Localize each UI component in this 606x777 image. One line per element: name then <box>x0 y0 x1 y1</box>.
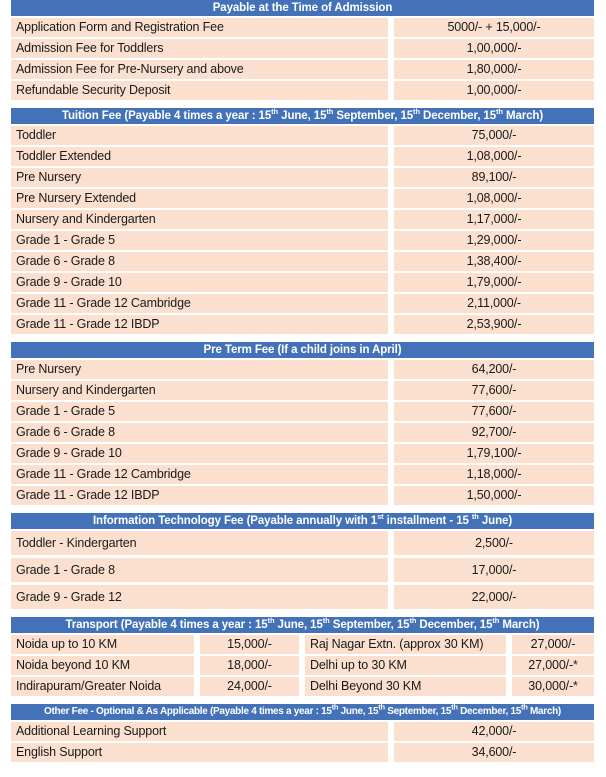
transport-fee-left: 18,000/- <box>200 656 299 675</box>
section-transport <box>11 617 594 696</box>
fee-tables <box>11 0 594 777</box>
section-tuition <box>11 108 594 334</box>
row-label: Refundable Security Deposit <box>11 81 388 100</box>
section-preterm <box>11 342 594 505</box>
row-label: Grade 11 - Grade 12 IBDP <box>11 486 388 505</box>
section-header-information-technology: Information Technology Fee (Payable annually with 1st installment - 15 $^{th}$ June) <box>11 513 594 529</box>
row-label: Additional Learning Support <box>11 722 388 741</box>
transport-zone-left: Noida up to 10 KM <box>11 635 194 654</box>
section-admission <box>11 0 594 100</box>
row-label: Grade 9 - Grade 10 <box>11 273 388 292</box>
table-row <box>11 656 594 675</box>
row-label: Grade 9 - Grade 10 <box>11 444 388 463</box>
transport-fee-left: 24,000/- <box>200 677 299 696</box>
row-label: Admission Fee for Pre-Nursery and above <box>11 60 388 79</box>
row-value: 77,600/- <box>394 381 594 400</box>
row-label: Grade 6 - Grade 8 <box>11 252 388 271</box>
transport-zone-left: Noida beyond 10 KM <box>11 656 194 675</box>
table-row <box>11 743 594 762</box>
row-label: Grade 6 - Grade 8 <box>11 423 388 442</box>
section-other-fee <box>11 704 594 762</box>
row-label: Toddler <box>11 126 388 145</box>
table-row <box>11 585 594 609</box>
table-row <box>11 273 594 292</box>
table-row <box>11 402 594 421</box>
row-label: Pre Nursery <box>11 168 388 187</box>
table-row <box>11 147 594 166</box>
section-header-transport: Transport (Payable 4 times a year : 15th June, 15th September, 15th December, 15th March) <box>11 617 594 633</box>
section-header-admission: Payable at the Time of Admission <box>11 0 594 16</box>
table-row <box>11 558 594 582</box>
transport-zone-right: Raj Nagar Extn. (approx 30 KM) <box>305 635 506 654</box>
row-value: 1,08,000/- <box>394 189 594 208</box>
row-value: 22,000/- <box>394 585 594 609</box>
row-value: 1,79,100/- <box>394 444 594 463</box>
section-rows-tuition <box>11 126 594 334</box>
table-row <box>11 60 594 79</box>
section-header-other-fee: Other Fee - Optional & As Applicable (Payable 4 times a year : 15th June, 15th September, 15th December, 15th March) <box>11 704 594 720</box>
table-row <box>11 635 594 654</box>
transport-zone-left: Indirapuram/Greater Noida <box>11 677 194 696</box>
row-label: Nursery and Kindergarten <box>11 381 388 400</box>
table-row <box>11 465 594 484</box>
transport-fee-right: 27,000/- <box>512 635 594 654</box>
row-label: English Support <box>11 743 388 762</box>
transport-fee-right: 27,000/-* <box>512 656 594 675</box>
row-value: 1,29,000/- <box>394 231 594 250</box>
table-row <box>11 423 594 442</box>
row-label: Pre Nursery <box>11 360 388 379</box>
row-value: 92,700/- <box>394 423 594 442</box>
row-value: 5000/- + 15,000/- <box>394 18 594 37</box>
section-rows-transport <box>11 635 594 696</box>
row-label: Admission Fee for Toddlers <box>11 39 388 58</box>
row-value: 75,000/- <box>394 126 594 145</box>
section-rows-admission <box>11 18 594 100</box>
row-value: 1,50,000/- <box>394 486 594 505</box>
section-rows-information-technology <box>11 531 594 609</box>
table-row <box>11 531 594 555</box>
row-value: 2,500/- <box>394 531 594 555</box>
row-value: 77,600/- <box>394 402 594 421</box>
transport-zone-right: Delhi Beyond 30 KM <box>305 677 506 696</box>
row-label: Toddler - Kindergarten <box>11 531 388 555</box>
row-value: 17,000/- <box>394 558 594 582</box>
section-header-tuition: Tuition Fee (Payable 4 times a year : 15th June, 15th September, 15th December, 15th March) <box>11 108 594 124</box>
table-row <box>11 315 594 334</box>
table-row <box>11 486 594 505</box>
row-value: 2,11,000/- <box>394 294 594 313</box>
row-label: Grade 9 - Grade 12 <box>11 585 388 609</box>
row-value: 1,17,000/- <box>394 210 594 229</box>
row-label: Application Form and Registration Fee <box>11 18 388 37</box>
section-rows-other-fee <box>11 722 594 762</box>
row-value: 1,38,400/- <box>394 252 594 271</box>
table-row <box>11 39 594 58</box>
section-header-preterm: Pre Term Fee (If a child joins in April) <box>11 342 594 358</box>
table-row <box>11 126 594 145</box>
row-value: 1,00,000/- <box>394 81 594 100</box>
table-row <box>11 168 594 187</box>
row-value: 1,18,000/- <box>394 465 594 484</box>
row-value: 42,000/- <box>394 722 594 741</box>
row-label: Toddler Extended <box>11 147 388 166</box>
table-row <box>11 81 594 100</box>
table-row <box>11 189 594 208</box>
row-value: 34,600/- <box>394 743 594 762</box>
section-rows-preterm <box>11 360 594 505</box>
transport-zone-right: Delhi up to 30 KM <box>305 656 506 675</box>
row-label: Pre Nursery Extended <box>11 189 388 208</box>
row-value: 1,08,000/- <box>394 147 594 166</box>
table-row <box>11 210 594 229</box>
table-row <box>11 444 594 463</box>
table-row <box>11 231 594 250</box>
table-row <box>11 294 594 313</box>
section-information-technology <box>11 513 594 609</box>
row-label: Grade 1 - Grade 5 <box>11 402 388 421</box>
table-row <box>11 381 594 400</box>
transport-fee-left: 15,000/- <box>200 635 299 654</box>
row-value: 2,53,900/- <box>394 315 594 334</box>
row-label: Grade 11 - Grade 12 Cambridge <box>11 294 388 313</box>
row-label: Grade 11 - Grade 12 IBDP <box>11 315 388 334</box>
row-value: 1,00,000/- <box>394 39 594 58</box>
row-label: Nursery and Kindergarten <box>11 210 388 229</box>
row-label: Grade 1 - Grade 8 <box>11 558 388 582</box>
row-value: 1,79,000/- <box>394 273 594 292</box>
transport-fee-right: 30,000/-* <box>512 677 594 696</box>
row-label: Grade 1 - Grade 5 <box>11 231 388 250</box>
table-row <box>11 252 594 271</box>
row-value: 1,80,000/- <box>394 60 594 79</box>
table-row <box>11 722 594 741</box>
table-row <box>11 18 594 37</box>
table-row <box>11 677 594 696</box>
table-row <box>11 360 594 379</box>
row-value: 64,200/- <box>394 360 594 379</box>
row-value: 89,100/- <box>394 168 594 187</box>
row-label: Grade 11 - Grade 12 Cambridge <box>11 465 388 484</box>
